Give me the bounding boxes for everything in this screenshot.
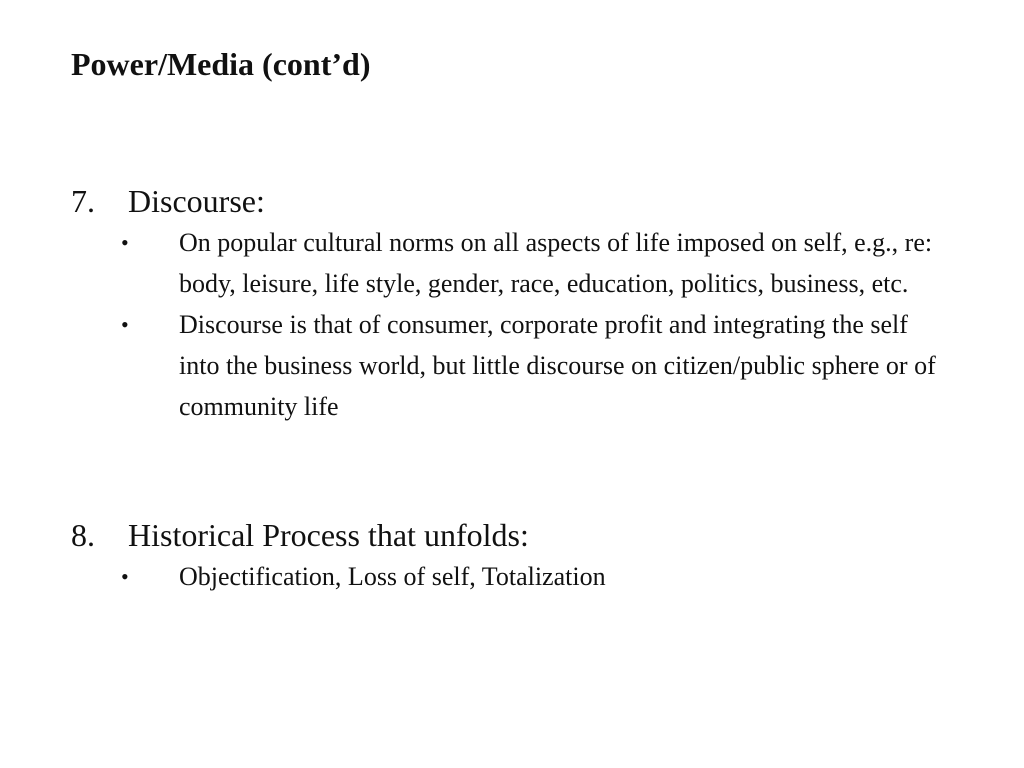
bullet-icon: •: [121, 564, 129, 589]
bullet-item: [71, 556, 939, 597]
section-discourse: [71, 180, 971, 427]
section-heading: Discourse:: [128, 183, 265, 219]
bullet-text: Discourse is that of consumer, corporate profit and integrating the self into the business world, but little discourse on citizen/public sphere or of community life: [179, 310, 936, 421]
bullet-list: [71, 222, 971, 427]
bullet-icon: •: [121, 230, 129, 255]
section-heading-row: [71, 514, 971, 556]
section-number: 8.: [71, 517, 95, 553]
bullet-item: [71, 304, 939, 427]
section-heading: Historical Process that unfolds:: [128, 517, 529, 553]
section-historical-process: [71, 514, 971, 597]
section-heading-row: [71, 180, 971, 222]
bullet-text: Objectification, Loss of self, Totalization: [179, 562, 606, 591]
section-number: 7.: [71, 183, 95, 219]
bullet-icon: •: [121, 312, 129, 337]
bullet-list: [71, 556, 971, 597]
bullet-item: [71, 222, 939, 304]
bullet-text: On popular cultural norms on all aspects of life imposed on self, e.g., re: body, leisure, life style, gender, race, education, politics, business, etc.: [179, 228, 933, 298]
slide-title: Power/Media (cont’d): [71, 46, 371, 82]
